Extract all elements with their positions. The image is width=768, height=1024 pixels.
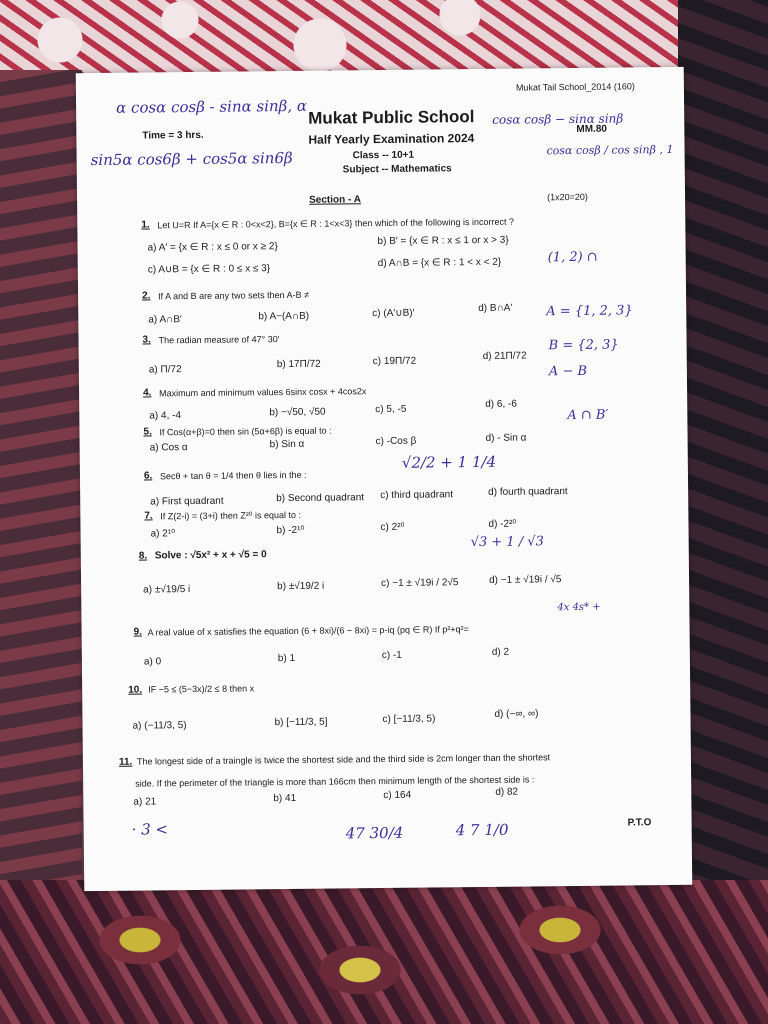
section-marks: (1x20=20) — [547, 191, 588, 203]
option-b: b) −√50, √50 — [269, 406, 326, 419]
margin-note-set-a: A = {1, 2, 3} — [546, 303, 633, 320]
option-b: b) Second quadrant — [276, 492, 365, 505]
question-number: 7. — [144, 510, 153, 522]
work-note: 4x 4s* + — [557, 601, 601, 614]
pto-label: P.T.O — [627, 817, 652, 829]
option-d: d) 21Π/72 — [482, 350, 527, 362]
question-text: Solve : √5x² + x + √5 = 0 — [154, 549, 267, 562]
option-b: b) 1 — [277, 652, 296, 665]
question-number: 2. — [142, 290, 151, 302]
option-d: d) - Sin α — [485, 432, 527, 444]
handwriting-top-2: sin5α cos6β + cos5α sin6β — [90, 148, 293, 170]
option-c: c) [−11/3, 5) — [382, 713, 436, 726]
option-d: d) -2²⁰ — [488, 518, 517, 530]
option-c: c) 2²⁰ — [380, 521, 405, 534]
option-a: a) First quadrant — [150, 495, 224, 508]
marks: MM.80 — [576, 123, 607, 135]
option-d: d) A∩B = {x ∈ R : 1 < x < 2} — [377, 256, 502, 270]
fabric-left — [0, 70, 82, 900]
option-a: a) ±√19/5 i — [143, 584, 191, 596]
option-b: b) ±√19/2 i — [277, 580, 325, 593]
handwriting-right-1: cosα cosβ − sinα sinβ — [492, 111, 624, 127]
question-text: Let U=R If A={x ∈ R : 0<x<2}, B={x ∈ R : 1<x<3} then which of the following is incorrect ? — [157, 216, 514, 231]
option-d: d) 6, -6 — [485, 398, 517, 410]
option-b: b) B′ = {x ∈ R : x ≤ 1 or x > 3} — [377, 234, 509, 248]
margin-note-set-b: B = {2, 3} — [548, 337, 619, 354]
question-number: 4. — [143, 387, 152, 399]
option-d: d) 2 — [491, 646, 510, 658]
option-c: c) third quadrant — [380, 489, 454, 502]
question-text: Maximum and minimum values 6sinx cosx + 4cos2x — [159, 386, 367, 399]
margin-note-intersection: A ∩ B′ — [567, 407, 609, 424]
option-b: b) -2¹⁰ — [276, 524, 305, 537]
question-text: A real value of x satisfies the equation (6 + 8xi)/(6 − 8xi) = p-iq (pq ∈ R) If p²+q²= — [147, 624, 469, 638]
question-text: If Z(2-i) = (3+i) then Z²⁰ is equal to : — [160, 509, 302, 522]
question-number: 10. — [128, 684, 143, 696]
option-a: a) A′ = {x ∈ R : x ≤ 0 or x ≥ 2} — [147, 241, 278, 254]
question-number: 1. — [141, 219, 150, 231]
option-b: b) A−(A∩B) — [258, 310, 310, 323]
option-d: d) fourth quadrant — [488, 486, 568, 498]
question-text: Secθ + tan θ = 1/4 then θ lies in the : — [159, 469, 307, 482]
option-c: c) -1 — [381, 649, 402, 662]
option-d: d) B∩A′ — [478, 302, 513, 315]
option-b: b) Sin α — [269, 438, 305, 451]
handwriting-bottom-3: 4 7 1/0 — [455, 820, 509, 840]
question-text: If Cos(α+β)=0 then sin (5α+6β) is equal to : — [159, 425, 332, 438]
option-c: c) -Cos β — [375, 435, 417, 448]
school-name: Mukat Public School — [308, 107, 475, 128]
subject-label: Subject -- Mathematics — [342, 163, 452, 176]
handwriting-top: α cosα cosβ - sinα sinβ, α — [116, 96, 308, 117]
question-text: If A and B are any two sets then A-B ≠ — [158, 289, 310, 302]
option-a: a) 2¹⁰ — [150, 528, 176, 540]
option-c: c) (A′∪B)′ — [372, 307, 415, 320]
margin-note: (1, 2) ∩ — [547, 249, 598, 266]
option-c: c) 164 — [383, 789, 412, 802]
question-number: 8. — [138, 550, 148, 562]
option-a: a) Cos α — [149, 442, 188, 454]
fabric-right — [678, 0, 768, 900]
option-a: a) 21 — [133, 796, 157, 808]
option-a: a) Π/72 — [148, 364, 182, 376]
exam-title: Half Yearly Examination 2024 — [308, 131, 475, 147]
question-number: 5. — [143, 426, 152, 438]
option-b: b) [−11/3, 5] — [274, 716, 328, 729]
work-note: √3 + 1 / √3 — [470, 534, 544, 551]
option-b: b) 41 — [273, 792, 297, 805]
option-d: d) −1 ± √19i / √5 — [489, 574, 562, 586]
exam-paper — [76, 67, 693, 891]
handwriting-bottom-1: · 3 < — [131, 820, 169, 839]
question-number: 3. — [142, 334, 151, 346]
option-b: b) 17Π/72 — [276, 358, 321, 371]
question-number: 9. — [133, 626, 142, 638]
question-text: The radian measure of 47° 30′ — [158, 334, 280, 346]
option-a: a) (−11/3, 5) — [132, 720, 187, 732]
option-d: d) 82 — [495, 786, 519, 798]
corner-note: Mukat Tail School_2014 (160) — [515, 81, 635, 93]
option-a: a) A∩B′ — [148, 314, 182, 326]
option-c: c) A∪B = {x ∈ R : 0 ≤ x ≤ 3} — [147, 263, 271, 276]
option-c: c) 5, -5 — [375, 403, 407, 416]
handwriting-right-2: cosα cosβ / cos sinβ , 1 — [546, 142, 674, 158]
question-text: IF −5 ≤ (5−3x)/2 ≤ 8 then x — [148, 683, 255, 695]
option-c: c) −1 ± √19i / 2√5 — [381, 577, 459, 590]
section-title: Section - A — [309, 194, 361, 206]
option-a: a) 4, -4 — [149, 410, 182, 422]
fabric-bottom — [0, 880, 768, 1024]
question-number: 6. — [143, 470, 153, 482]
question-number: 11. — [118, 756, 133, 768]
question-text: The longest side of a traingle is twice the shortest side and the third side is 2cm longer than the shortest — [136, 752, 551, 767]
time-label: Time = 3 hrs. — [142, 129, 204, 142]
option-c: c) 19Π/72 — [372, 355, 417, 368]
handwriting-bottom-2: 47 30/4 — [345, 823, 404, 843]
question-text-continued: side. If the perimeter of the triangle is more than 166cm then minimum length of the shortest side is : — [135, 774, 535, 789]
class-label: Class -- 10+1 — [352, 149, 415, 162]
option-a: a) 0 — [143, 656, 162, 668]
margin-note-a-minus-b: A − B — [548, 363, 588, 380]
work-note: √2/2 + 1 1/4 — [401, 452, 497, 472]
option-d: d) (−∞, ∞) — [494, 708, 539, 720]
